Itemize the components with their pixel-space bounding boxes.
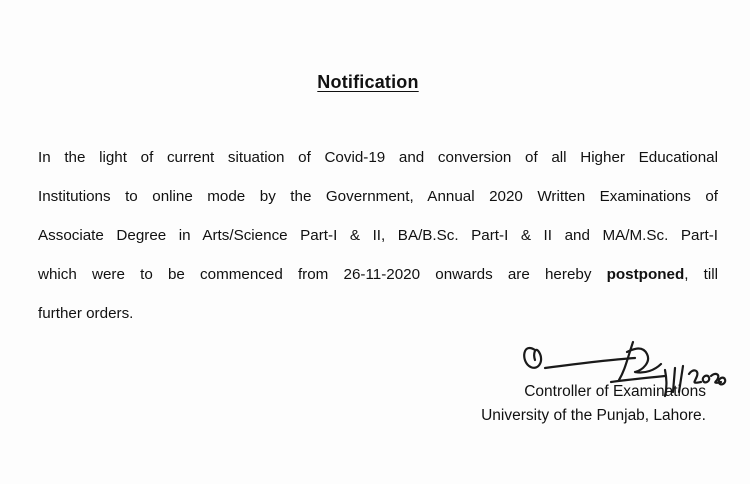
signatory-designation: Controller of Examinations (524, 383, 706, 400)
body-line-2: Institutions to online mode by the Government, Annual 2020 Written Examinations of (38, 188, 718, 205)
body-line-5: further orders. (38, 305, 134, 322)
body-line-3: Associate Degree in Arts/Science Part-I & II, BA/B.Sc. Part-I & II and MA/M.Sc. Part-I (38, 227, 718, 244)
signatory-institution: University of the Punjab, Lahore. (481, 407, 706, 424)
body-line-4-start: which were to be commenced from 26-11-2020 onwards are hereby (38, 266, 607, 283)
body-line-4 (38, 255, 718, 294)
notification-body (38, 138, 718, 333)
notification-title: Notification (317, 72, 419, 92)
postponed-emphasis: postponed (606, 266, 685, 283)
body-line-4-end: , till (684, 266, 718, 283)
body-line-1: In the light of current situation of Covid-19 and conversion of all Higher Educational (38, 149, 718, 166)
signature-block (481, 380, 706, 428)
